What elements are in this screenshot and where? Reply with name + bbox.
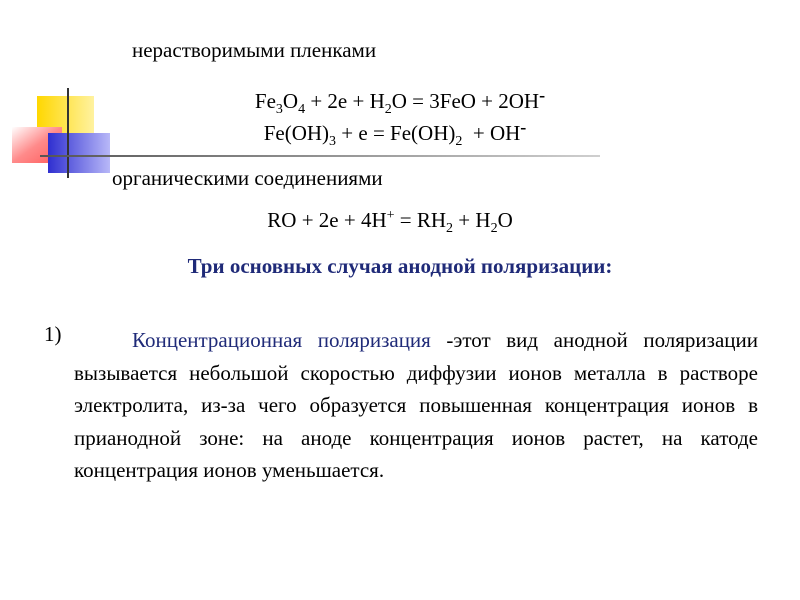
term-concentration-polarization: Концентрационная поляризация <box>132 328 431 352</box>
formula-organic: RO + $2e + 4H^+ = RH_2 + H_2O$ <box>267 208 513 236</box>
formula-iron-hydroxide: $Fe(OH)_3 + e = Fe(OH)_2 + OH^-$ <box>263 117 527 149</box>
insoluble-films-label: нерастворимыми пленками <box>132 38 377 62</box>
paragraph-text: -этот вид анодной поляризации вызывается небольшой скоростью диффузии ионов металла в растворе электролита, из-за чего образуется повышенная концентрация ионов в прианодной зоне: на аноде концентрация ионов растет, на катоде концентрация ионов уменьшается. <box>74 328 758 482</box>
horizontal-line <box>40 155 600 157</box>
section-heading: Три основных случая анодной поляризации: <box>187 254 613 278</box>
organic-compounds-label: органическими соединениями <box>112 166 383 190</box>
list-item-number: 1) <box>44 322 62 346</box>
formula-magnetite: $Fe_3O_4 + 2e + H_2O = 3FeO + 2OH^-$ <box>254 85 546 117</box>
list-item-paragraph <box>74 324 758 487</box>
